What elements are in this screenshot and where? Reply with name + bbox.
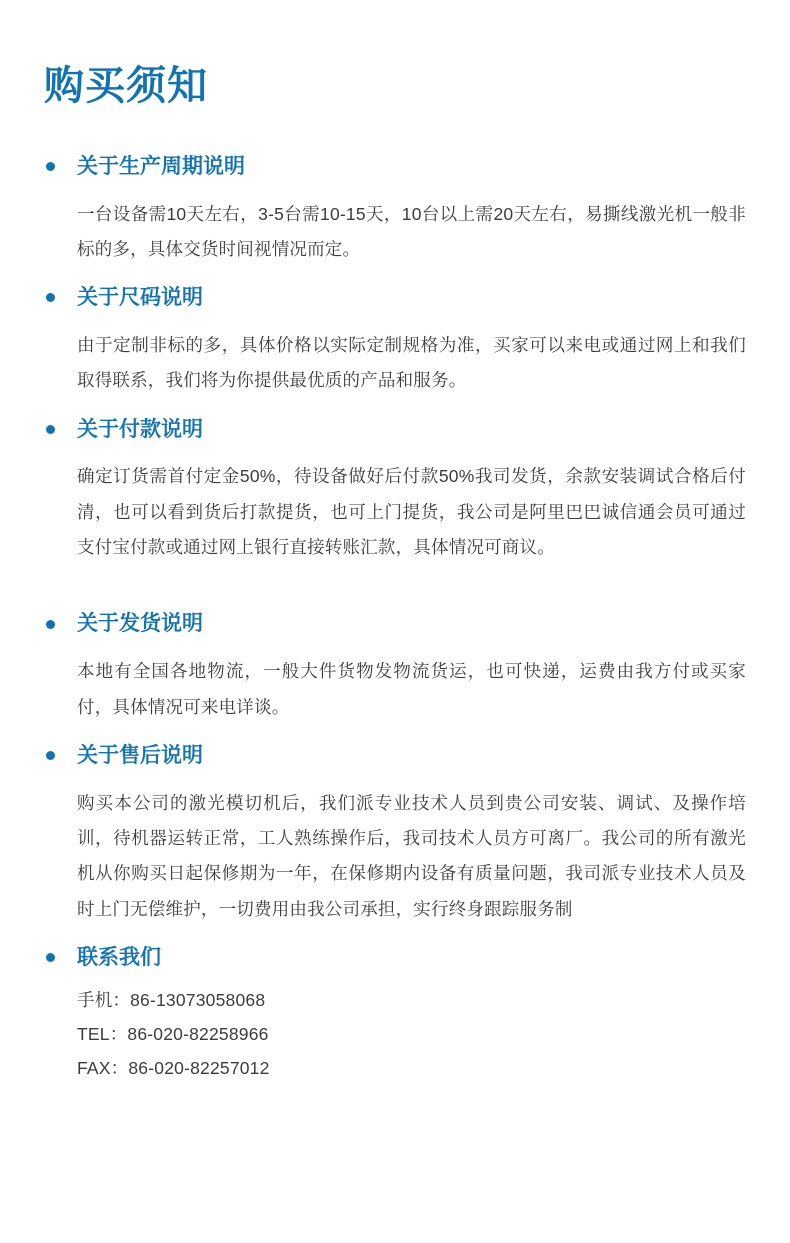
section-body: 购买本公司的激光模切机后，我们派专业技术人员到贵公司安装、调试、及操作培训，待机器运转正常，工人熟练操作后，我司技术人员方可离厂。我公司的所有激光机从你购买日起保修期为一年，在保修期内设备有质量问题，我司派专业技术人员及时上门无偿维护，一切费用由我公司承担，实行终身跟踪服务制 (77, 792, 746, 919)
section-title: 关于售后说明 (77, 743, 203, 767)
section-heading-row (44, 945, 746, 970)
contact-tel: TEL：86-020-82258966 (77, 1024, 269, 1045)
section-body: 本地有全国各地物流，一般大件货物发物流货运，也可快递，运费由我方付或买家付，具体情况可来电详谈。 (77, 661, 746, 717)
section-title: 关于发货说明 (77, 612, 203, 636)
section-size-spec (44, 285, 746, 398)
section-body: 由于定制非标的多，具体价格以实际定制规格为准，买家可以来电或通过网上和我们取得联系，我们将为你提供最优质的产品和服务。 (77, 335, 746, 391)
section-production-cycle (44, 154, 746, 267)
contact-fax: FAX：86-020-82257012 (77, 1058, 270, 1079)
section-heading-row (44, 154, 746, 179)
section-after-sales (44, 743, 746, 927)
bullet-icon (46, 425, 55, 434)
section-body: 确定订货需首付定金50%，待设备做好后付款50%我司发货，余款安装调试合格后付清，也可以看到货后打款提货，也可上门提货，我公司是阿里巴巴诚信通会员可通过支付宝付款或通过网上银行直接转账汇款，具体情况可商议。 (77, 466, 746, 558)
page-title: 购买须知 (44, 64, 208, 108)
section-heading-row (44, 743, 746, 768)
bullet-icon (46, 751, 55, 760)
section-body: 一台设备需10天左右，3-5台需10-15天，10台以上需20天左右，易撕线激光机一般非标的多，具体交货时间视情况而定。 (77, 203, 746, 260)
bullet-icon (46, 953, 55, 962)
contact-mobile: 手机：86-13073058068 (77, 990, 266, 1011)
section-heading-row (44, 285, 746, 310)
bullet-icon (46, 293, 55, 302)
section-payment (44, 417, 746, 566)
bullet-icon (46, 162, 55, 171)
section-heading-row (44, 611, 746, 636)
bullet-icon (46, 620, 55, 629)
section-title: 关于付款说明 (77, 417, 203, 441)
section-contact-us (44, 945, 746, 1086)
section-heading-row (44, 417, 746, 442)
section-title: 关于尺码说明 (77, 286, 203, 310)
section-shipping (44, 611, 746, 724)
contact-list (77, 983, 746, 1085)
section-title: 关于生产周期说明 (77, 155, 245, 178)
section-title: 联系我们 (77, 945, 161, 969)
